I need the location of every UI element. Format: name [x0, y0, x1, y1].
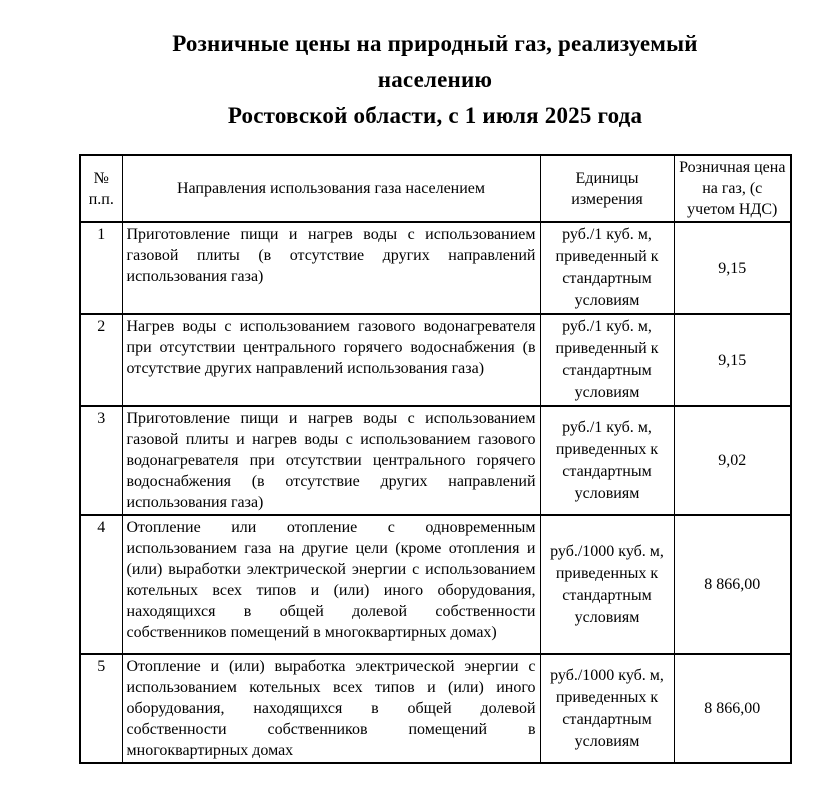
- usage-direction: Приготовление пищи и нагрев воды с использованием газовой плиты и нагрев воды с использованием газового водонагревателя при отсутствии центрального горячего водоснабжения (в отсутствие других направлений использования газа): [122, 406, 540, 515]
- measurement-unit: руб./1 куб. м, приведенных к стандартным условиям: [540, 406, 674, 515]
- usage-direction: Нагрев воды с использованием газового водонагревателя при отсутствии центрального горячего водоснабжения (в отсутствие других направлений использования газа): [122, 314, 540, 406]
- page-title: [79, 26, 791, 134]
- retail-price: 9,15: [674, 314, 791, 406]
- measurement-unit: руб./1 куб. м, приведенный к стандартным условиям: [540, 222, 674, 314]
- table-row: [80, 314, 791, 406]
- document: [79, 0, 791, 764]
- usage-direction: Отопление или отопление с одновременным использованием газа на другие цели (кроме отопления и (или) выработки электрической энергии с использованием котельных всех типов и (или) иного оборудования, находящихся в общей долевой собственности собственников помещений в многоквартирных домах): [122, 515, 540, 654]
- retail-price: 9,02: [674, 406, 791, 515]
- table-row: [80, 406, 791, 515]
- retail-price: 8 866,00: [674, 515, 791, 654]
- retail-price: 9,15: [674, 222, 791, 314]
- usage-direction: Приготовление пищи и нагрев воды с использованием газовой плиты (в отсутствие других направлений использования газа): [122, 222, 540, 314]
- column-header-number-line-1: №: [93, 169, 109, 187]
- column-header-number: [80, 155, 122, 222]
- row-number: 1: [80, 222, 122, 314]
- table-header-row: [80, 155, 791, 222]
- title-line-2: населению: [377, 67, 493, 92]
- retail-price: 8 866,00: [674, 654, 791, 763]
- table-row: [80, 654, 791, 763]
- table-row: [80, 515, 791, 654]
- usage-direction: Отопление и (или) выработка электрической энергии с использованием котельных всех типов и (или) иного оборудования, находящихся в общей долевой собственности собственников помещений в многоквартирных домах: [122, 654, 540, 763]
- measurement-unit: руб./1 куб. м, приведенный к стандартным условиям: [540, 314, 674, 406]
- title-line-3: Ростовской области, с 1 июля 2025 года: [227, 103, 643, 128]
- column-header-number-line-2: п.п.: [88, 190, 114, 208]
- column-header-direction: Направления использования газа населением: [122, 155, 540, 222]
- title-line-1: Розничные цены на природный газ, реализуемый: [172, 31, 698, 56]
- table-row: [80, 222, 791, 314]
- row-number: 2: [80, 314, 122, 406]
- column-header-unit: Единицы измерения: [540, 155, 674, 222]
- row-number: 5: [80, 654, 122, 763]
- measurement-unit: руб./1000 куб. м, приведенных к стандартным условиям: [540, 654, 674, 763]
- measurement-unit: руб./1000 куб. м, приведенных к стандартным условиям: [540, 515, 674, 654]
- gas-price-table: [79, 154, 792, 764]
- row-number: 4: [80, 515, 122, 654]
- column-header-price: Розничная цена на газ, (с учетом НДС): [674, 155, 791, 222]
- row-number: 3: [80, 406, 122, 515]
